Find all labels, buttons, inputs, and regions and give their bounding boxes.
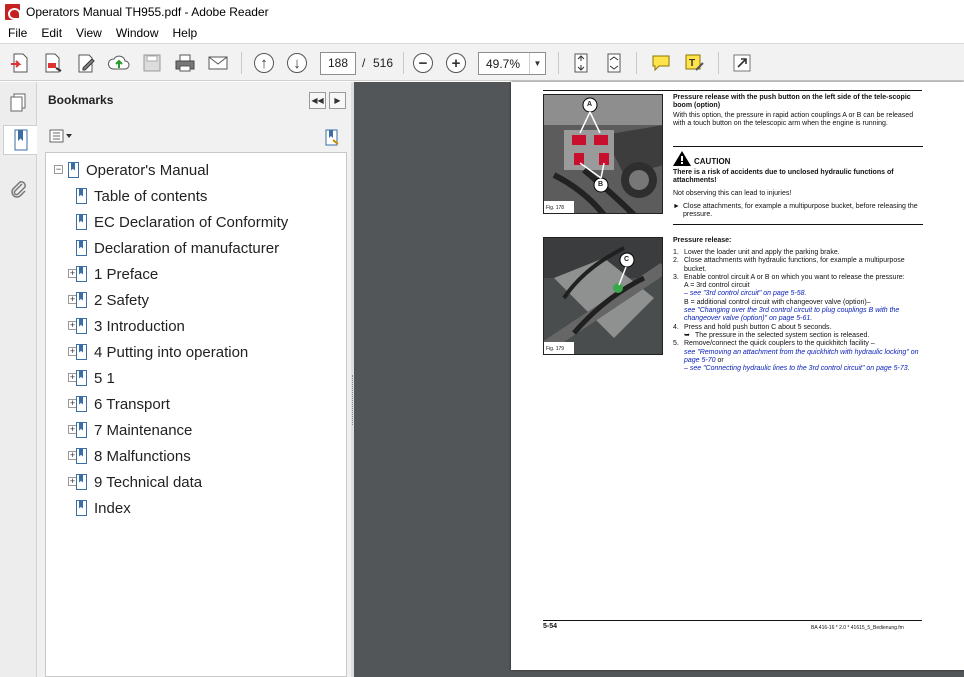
caution-step: Close attachments, for example a multipurpose bucket, before releasing the pressure. [683, 203, 918, 219]
footer-page-number: 5-54 [543, 623, 558, 630]
menu-edit[interactable]: Edit [41, 26, 63, 40]
page-number-input[interactable]: 188 [320, 52, 356, 75]
next-page-icon[interactable]: ↓ [284, 51, 310, 75]
bookmark-label: 1 Preface [94, 265, 159, 283]
bookmark-options-button[interactable] [49, 127, 75, 145]
bookmark-icon [76, 214, 87, 230]
attachments-icon[interactable] [3, 174, 33, 204]
menu-help[interactable]: Help [172, 26, 198, 40]
step-4-text: Press and hold push button C about 5 seconds. [684, 323, 832, 331]
bookmark-label: 2 Safety [94, 291, 150, 309]
section-body: With this option, the pressure in rapid action couplings A or B can be released with a touch button on the telescopic arm when the engine is running. [673, 112, 914, 128]
bookmark-icon [76, 422, 87, 438]
caution-rule [673, 146, 923, 147]
step-3-text: Enable control circuit A or B on which you want to release the pressure: [684, 273, 905, 281]
procedure-steps [673, 249, 923, 373]
bookmark-declaration-manufacturer[interactable] [76, 235, 279, 261]
bookmark-icon [76, 474, 87, 490]
figure-label-b: B [598, 181, 604, 188]
step-5-or: or [717, 356, 724, 364]
bookmark-maintenance[interactable] [68, 417, 192, 443]
figure-179 [543, 237, 663, 355]
step-1-text: Lower the loader unit and apply the parking brake. [684, 249, 840, 256]
bookmark-icon [76, 266, 87, 282]
caution-title: CAUTION [694, 157, 731, 166]
bookmark-label: 5 1 [94, 369, 115, 387]
bookmark-icon [76, 188, 87, 204]
adobe-reader-icon [5, 4, 20, 20]
step-5-links [673, 349, 923, 366]
expand-toggle-icon[interactable]: + [69, 476, 76, 486]
bookmark-icon [76, 318, 87, 334]
figure-caption: Fig. 178 [546, 205, 565, 211]
bookmark-label: Table of contents [94, 187, 208, 205]
fullscreen-fit-icon[interactable] [601, 51, 627, 75]
bookmarks-panel-icon[interactable] [3, 125, 38, 155]
save-icon[interactable] [139, 51, 165, 75]
bookmark-tree [45, 152, 347, 677]
step-4-result [673, 332, 923, 340]
bookmark-icon [76, 344, 87, 360]
export-pdf-icon[interactable] [40, 51, 66, 75]
edit-icon[interactable] [73, 51, 99, 75]
bookmark-label: 9 Technical data [94, 473, 203, 491]
bookmark-preface[interactable] [68, 261, 158, 287]
figure-caption: Fig. 179 [546, 346, 565, 352]
step-1: 1. Lower the loader unit and apply the parking brake. [673, 249, 840, 256]
bookmark-introduction[interactable] [68, 313, 185, 339]
step-2-text: Close attachments with hydraulic functions, for example a multipurpose bucket. [684, 257, 905, 273]
expand-toggle-icon[interactable]: + [69, 398, 76, 408]
window-title: Operators Manual TH955.pdf - Adobe Reader [26, 4, 269, 19]
bookmark-operators-manual[interactable] [54, 157, 209, 183]
toolbar [0, 43, 964, 81]
bookmark-icon [76, 370, 87, 386]
navigation-rail [0, 82, 37, 677]
bookmark-putting-into-operation[interactable] [68, 339, 248, 365]
caution-body: Not observing this can lead to injuries! [673, 190, 792, 197]
bookmarks-panel [37, 82, 351, 677]
bookmark-label: Index [94, 499, 131, 517]
create-pdf-icon[interactable] [7, 51, 33, 75]
expand-toggle-icon[interactable]: + [69, 294, 76, 304]
zoom-in-icon[interactable]: + [443, 51, 469, 75]
fit-page-icon[interactable] [568, 51, 594, 75]
print-icon[interactable] [172, 51, 198, 75]
caution-end-rule [673, 224, 923, 225]
step-arrow-icon: ► [673, 203, 680, 210]
bookmark-label: 8 Malfunctions [94, 447, 191, 465]
bookmark-icon [76, 500, 87, 516]
step-2: 2. Close attachments with hydraulic functions, for example a multipurpose bucket. [673, 257, 923, 274]
footer-rule [543, 620, 922, 621]
expand-toggle-icon[interactable]: + [69, 372, 76, 382]
bookmark-label: 3 Introduction [94, 317, 185, 335]
menu-window[interactable]: Window [115, 26, 159, 40]
expand-icon[interactable] [729, 51, 755, 75]
title-bar [0, 0, 964, 23]
comment-icon[interactable] [648, 51, 674, 75]
step-3: 3. Enable control circuit A or B on which you want to release the pressure: [673, 273, 905, 281]
expand-toggle-icon[interactable]: + [69, 320, 76, 330]
zoom-out-icon[interactable]: − [410, 51, 436, 75]
figure-label-a: A [587, 101, 593, 108]
collapse-toggle-icon[interactable]: − [55, 164, 62, 174]
page-thumbnails-icon[interactable] [3, 88, 33, 118]
top-rule [543, 90, 922, 91]
toolbar-separator [558, 52, 559, 74]
toolbar-separator [403, 52, 404, 74]
bookmark-5[interactable] [68, 365, 115, 391]
step-5: 5. Remove/connect the quick couplers to the quickhitch facility – [673, 340, 875, 348]
bookmark-label: Operator's Manual [86, 161, 209, 179]
step-5-text: Remove/connect the quick couplers to the quickhitch facility – [684, 340, 875, 348]
toolbar-separator [241, 52, 242, 74]
bookmarks-title: Bookmarks [48, 93, 114, 107]
caution-bold: There is a risk of accidents due to unclosed hydraulic functions of attachments! [673, 169, 894, 185]
step-3a-link[interactable]: – see "3rd control circuit" on page 5-58. [684, 290, 807, 298]
bookmark-transport[interactable] [68, 391, 170, 417]
bookmark-icon [76, 448, 87, 464]
menu-bar [0, 23, 964, 43]
zoom-select[interactable] [478, 52, 546, 75]
cloud-upload-icon[interactable] [106, 51, 132, 75]
menu-file[interactable]: File [8, 26, 28, 40]
procedure-heading: Pressure release: [673, 237, 732, 244]
collapse-panel-icon[interactable]: ◀◀ [309, 92, 326, 109]
figure-label-c: C [624, 256, 630, 263]
step-5-link-2[interactable]: – see "Connecting hydraulic lines to the 3rd control circuit" on page 5-73. [684, 365, 910, 373]
step-3a: A = 3rd control circuit [684, 282, 750, 290]
bookmark-label: Declaration of manufacturer [94, 239, 280, 257]
section-heading: Pressure release with the push button on the left side of the tele-scopic boom (option) [673, 94, 911, 110]
warning-icon [673, 151, 691, 169]
prev-page-icon[interactable]: ↑ [251, 51, 277, 75]
toolbar-separator [718, 52, 719, 74]
email-icon[interactable] [205, 51, 231, 75]
step-5-link-1[interactable]: see "Removing an attachment from the quickhitch with hydraulic locking" on page 5-70 [684, 348, 919, 364]
zoom-value: 49.7% [486, 57, 521, 71]
chevron-down-icon[interactable]: ▼ [529, 53, 545, 74]
bookmark-icon [76, 292, 87, 308]
toolbar-separator [636, 52, 637, 74]
bookmark-icon [76, 240, 87, 256]
bookmark-table-of-contents[interactable] [76, 183, 207, 209]
step-3b: B = additional control circuit with changeover valve (option)– [684, 298, 871, 306]
bookmark-icon [68, 162, 79, 178]
svg-text:T: T [689, 58, 696, 69]
step-4-result-text: The pressure in the selected system section is released. [695, 331, 870, 339]
step-4: 4. Press and hold push button C about 5 seconds. [673, 323, 832, 331]
menu-view[interactable]: View [76, 26, 102, 40]
step-3b-link[interactable]: see "Changing over the 3rd control circuit to plug couplings B with the changeover valve (option)" on page 5-61. [684, 307, 900, 323]
bookmark-label: EC Declaration of Conformity [94, 213, 289, 231]
bookmark-label: 4 Putting into operation [94, 343, 249, 361]
bookmark-malfunctions[interactable] [68, 443, 191, 469]
bookmark-label: 7 Maintenance [94, 421, 193, 439]
bookmark-ec-declaration[interactable] [76, 209, 288, 235]
pdf-page [511, 82, 964, 670]
figure-178 [543, 94, 663, 214]
page-separator: / [362, 56, 366, 70]
expand-toggle-icon[interactable]: + [69, 450, 76, 460]
bookmark-index[interactable] [76, 495, 131, 521]
bookmark-safety[interactable] [68, 287, 149, 313]
expand-toggle-icon[interactable]: + [69, 424, 76, 434]
bookmark-technical-data[interactable] [68, 469, 202, 495]
expand-toggle-icon[interactable]: + [69, 268, 76, 278]
find-bookmark-icon[interactable] [319, 126, 345, 150]
document-viewer[interactable] [354, 82, 964, 677]
footer-doc-ref: BA 416-16 * 2.0 * 41615_5_Bedienung.fm [811, 625, 904, 631]
sign-icon[interactable] [681, 51, 707, 75]
bookmark-label: 6 Transport [94, 395, 170, 413]
result-arrow-icon: ➥ [684, 331, 690, 339]
page-total: 516 [373, 56, 394, 70]
bookmark-icon [76, 396, 87, 412]
expand-toggle-icon[interactable]: + [69, 346, 76, 356]
expand-panel-icon[interactable]: ▶ [329, 92, 346, 109]
